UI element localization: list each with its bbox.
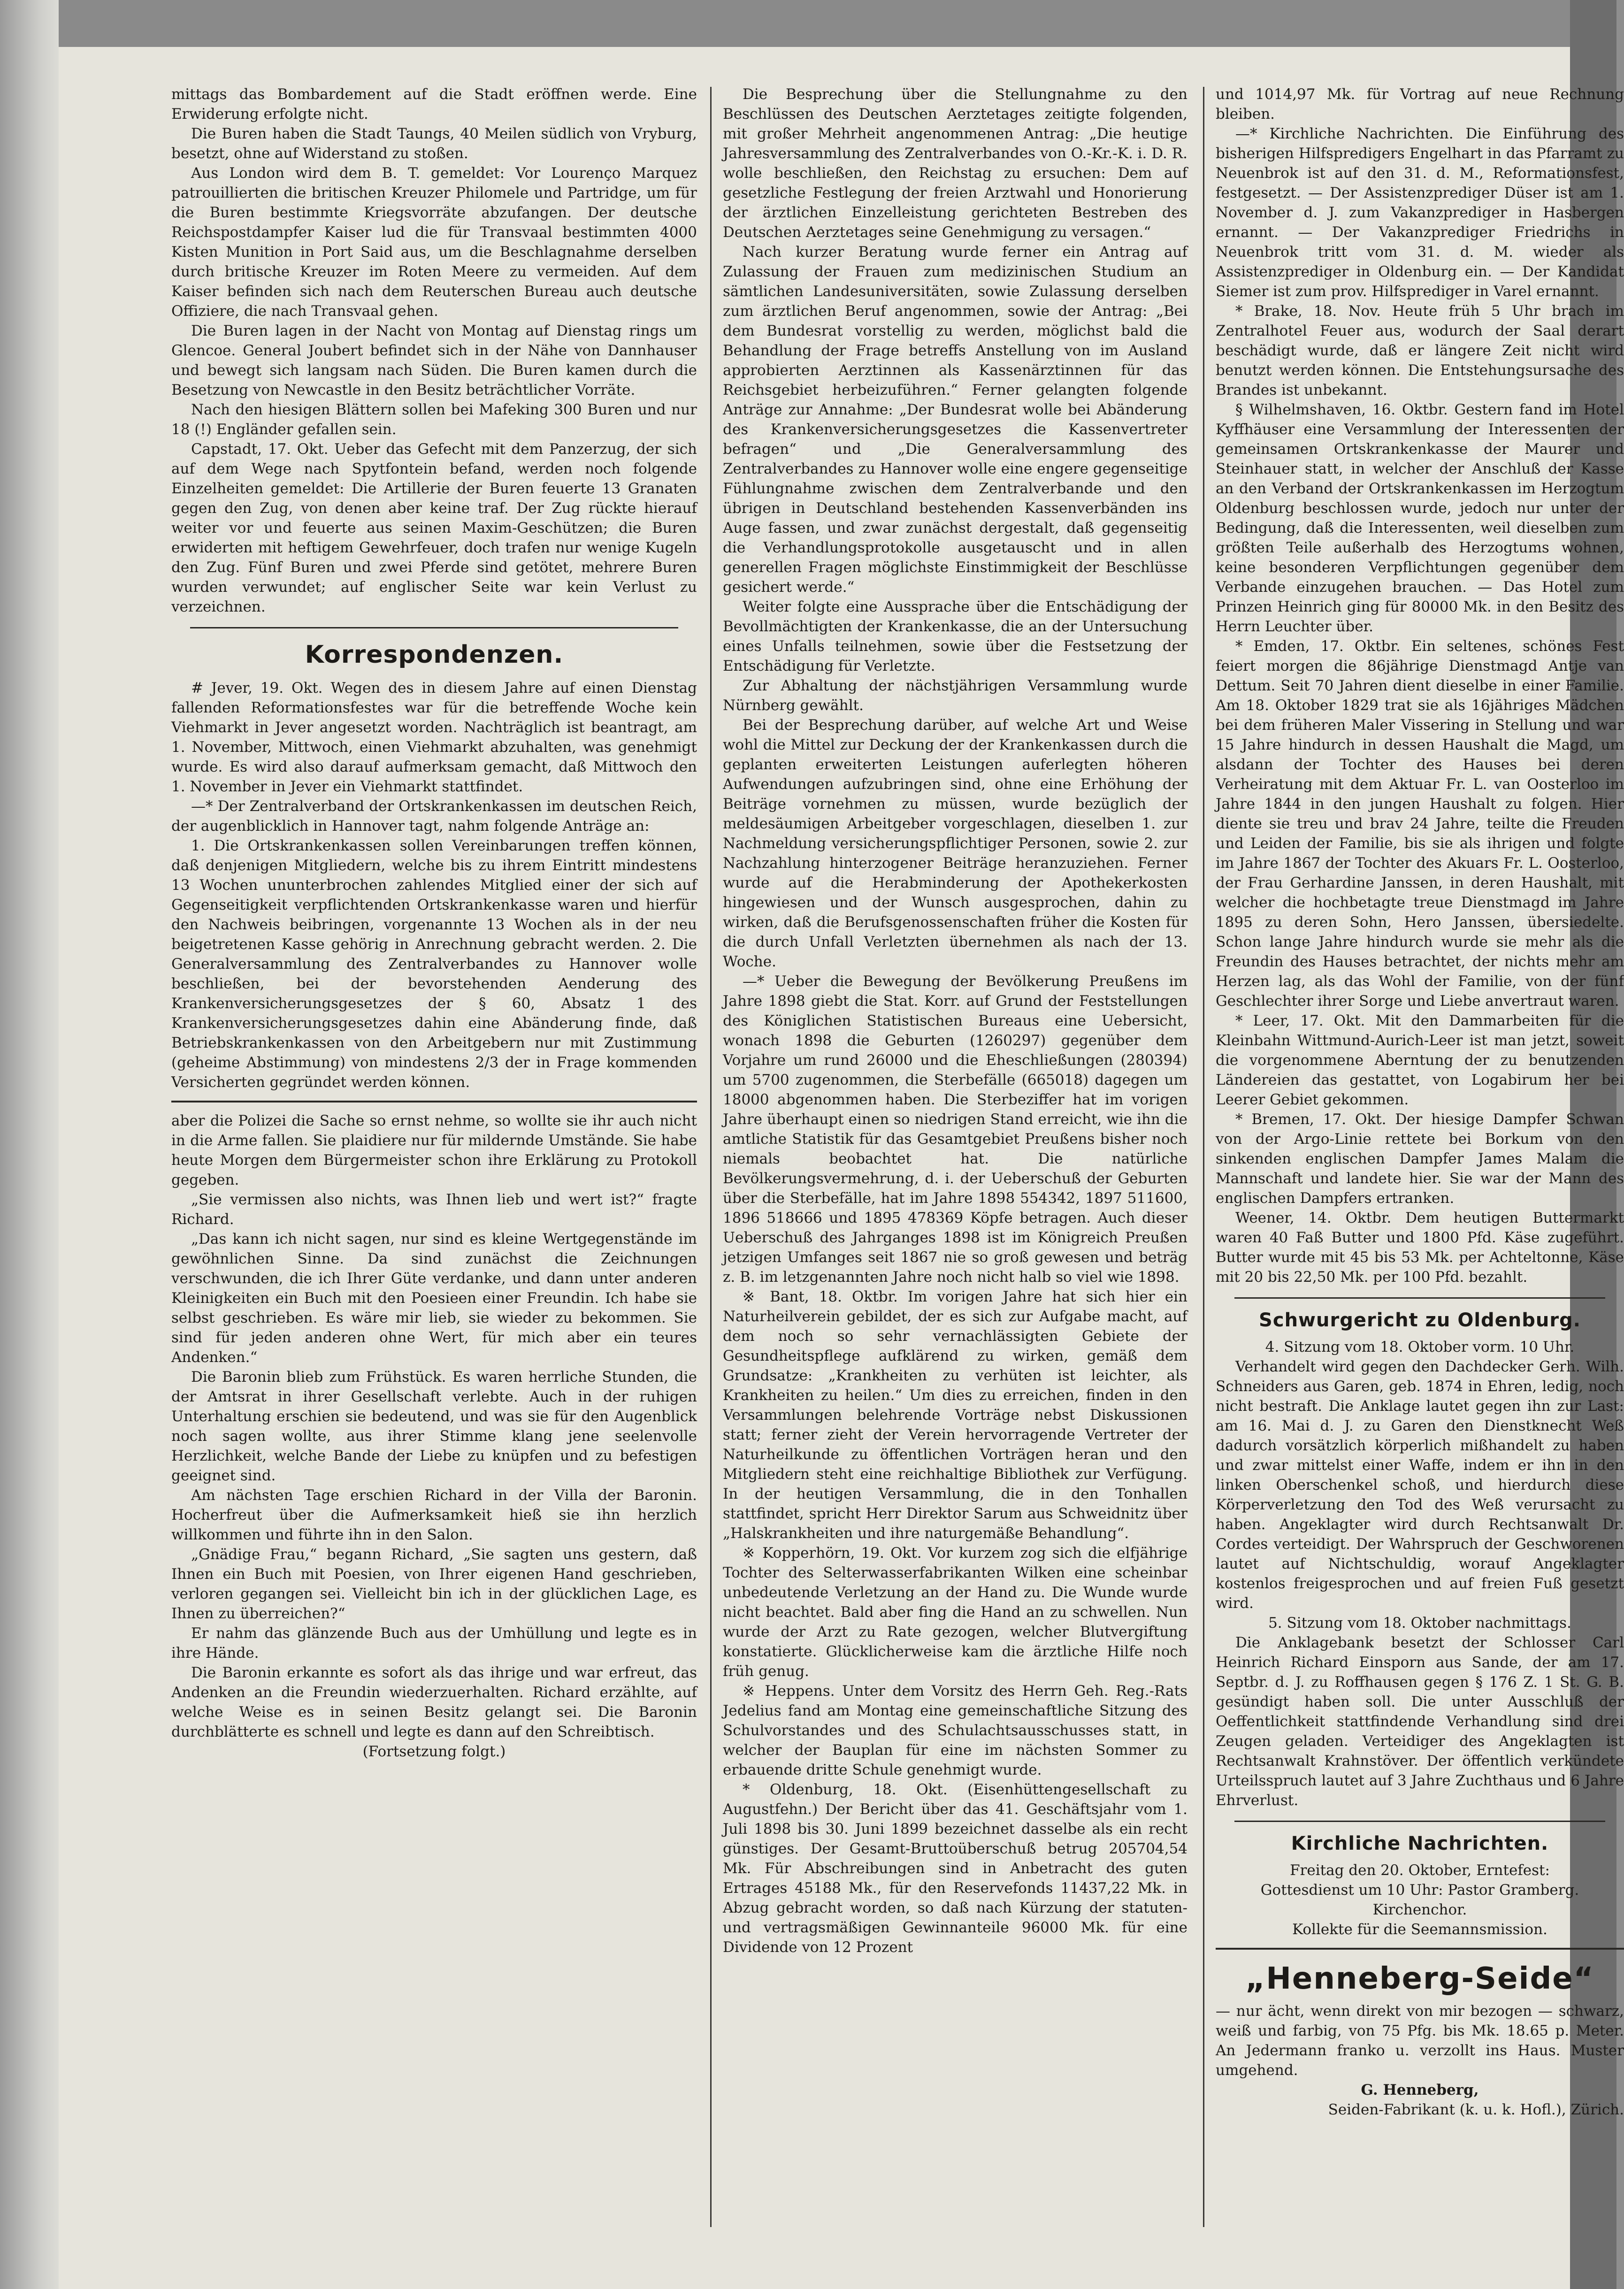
paragraph: Die Buren lagen in der Nacht von Montag auf Dienstag rings um Glencoe. General Joubert befindet sich in der Nähe von Dannhauser und bewegt sich langsam nach Süden. Die Buren kamen durch die Besetzung von Newcastle in den Besitz beträchtlicher Vorräte. [171,322,697,398]
paragraph: Kollekte für die Seemannsmission. [1292,1921,1547,1938]
local-news [1216,84,1624,1287]
paragraph: Die Buren haben die Stadt Taungs, 40 Meilen südlich von Vryburg, besetzt, ohne auf Widerstand zu stoßen. [171,125,697,162]
paragraph: # Jever, 19. Okt. Wegen des in diesem Jahre auf einen Dienstag fallenden Reformationsfestes war für die betreffende Woche kein Viehmarkt in Jever angesetzt worden. Nachträglich ist beantragt, am 1. November, Mittwoch, einen Viehmarkt abzuhalten, was genehmigt wurde. Es wird also darauf aufmerksam gemacht, daß Mittwoch den 1. November in Jever ein Viehmarkt stattfindet. [171,680,697,795]
paragraph: Weener, 14. Oktbr. Dem heutigen Buttermarkt waren 40 Faß Butter und 1800 Pfd. Käse zugeführt. Butter wurde mit 45 bis 53 Mk. per Achteltonne, Käse mit 20 bis 22,50 Mk. per 100 Pfd. bezahlt. [1216,1210,1624,1286]
paragraph: ※ Kopperhörn, 19. Okt. Vor kurzem zog sich die elfjährige Tochter des Selterwasserfabrikanten Wilken eine scheinbar unbedeutende Verletzung an der Hand zu. Die Wunde wurde nicht beachtet. Bald aber fing die Hand an zu schwellen. Nun wurde der Arzt zu Rate gezogen, welcher Blutvergiftung konstatierte. Glücklicherweise kam die ärztliche Hilfe noch früh genug. [723,1545,1187,1680]
paragraph: Nach den hiesigen Blättern sollen bei Mafeking 300 Buren und nur 18 (!) Engländer gefallen sein. [171,401,697,438]
paragraph: „Gnädige Frau,“ begann Richard, „Sie sagten uns gestern, daß Ihnen ein Buch mit Poesien, von Ihrer eigenen Hand geschrieben, verloren gegangen sei. Vielleicht bin ich in der glücklichen Lage, es Ihnen zu überreichen?“ [171,1546,697,1622]
section-rule [190,627,678,628]
advertisement [1216,1948,1624,2120]
paragraph: Gottesdienst um 10 Uhr: Pastor Gramberg. [1260,1882,1579,1899]
paragraph: „Das kann ich nicht sagen, nur sind es kleine Wertgegenstände im gewöhnlichen Sinne. Da sind zunächst die Zeichnungen verschwunden, die ich Ihrer Güte verdanke, und dann unter anderen Kleinigkeiten ein Buch mit den Poesieen einer Freundin. Ich habe sie selbst geschrieben. Es wäre mir lieb, sie wieder zu bekommen. Sie sind für jeden anderen ohne Wert, für mich aber ein teures Andenken.“ [171,1231,697,1366]
column-rule [1203,87,1204,2227]
paragraph: ※ Bant, 18. Oktbr. Im vorigen Jahre hat sich hier ein Naturheilverein gebildet, der es sich zur Aufgabe macht, auf dem noch so sehr vernachlässigten Gebiete der Gesundheitspflege aufklärend zu wirken, gemäß dem Grundsatze: „Krankheiten zu verhüten ist leichter, als Krankheiten zu heilen.“ Um dies zu erreichen, finden in den Versammlungen belehrende Vorträge nebst Diskussionen statt; ferner zieht der Verein hervorragende Vertreter der Naturheilkunde zu öffentlichen Vorträgen heran und den Mitgliedern steht eine reichhaltige Bibliothek zur Verfügung. In der heutigen Versammlung, die in den Tonhallen stattfindet, spricht Herr Direktor Sarum aus Schweidnitz über „Halskrankheiten und ihre naturgemäße Behandlung“. [723,1288,1187,1542]
column-2 [723,84,1187,2243]
paragraph: Die Anklagebank besetzt der Schlosser Carl Heinrich Richard Einsporn aus Sande, der am 17. Septbr. d. J. zu Roffhausen gegen § 176 Z. 1 St. G. B. gesündigt haben soll. Die unter Ausschluß der Oeffentlichkeit stattfindende Verhandlung sind drei Zeugen geladen. Verteidiger des Angeklagten ist Rechtsanwalt Krahnstöver. Der öffentlich verkündete Urteilsspruch lautet auf 3 Jahre Zuchthaus und 6 Jahre Ehrverlust. [1216,1634,1624,1809]
paragraph: —* Der Zentralverband der Ortskrankenkassen im deutschen Reich, der augenblicklich in Hannover tagt, nahm folgende Anträge an: [171,798,697,834]
paragraph: „Sie vermissen also nichts, was Ihnen lieb und wert ist?“ fragte Richard. [171,1191,697,1228]
section-heading-korrespondenzen: Korrespondenzen. [305,641,564,669]
paragraph: Verhandelt wird gegen den Dachdecker Gerh. Wilh. Schneiders aus Garen, geb. 1874 in Ehren, ledig, noch nicht bestraft. Die Anklage lautet gegen ihn zur Last: am 16. Mai d. J. zu Garen den Dienstknecht Weß dadurch vorsätzlich körperlich mißhandelt zu haben und zwar mittelst einer Waffe, indem er ihn in den linken Oberschenkel schoß, und hierdurch diese Körperverletzung den Tod des Weß verursacht zu haben. Angeklagter wird durch Rechtsanwalt Dr. Cordes verteidigt. Der Wahrspruch der Geschworenen lautet auf Nichtschuldig, worauf Angeklagter kostenlos freigesprochen und auf freien Fuß gesetzt wird. [1216,1358,1624,1612]
paragraph: Am nächsten Tage erschien Richard in der Villa der Baronin. Hocherfreut über die Aufmerksamkeit hieß sie ihn herzlich willkommen und führte ihn in den Salon. [171,1487,697,1543]
feuilleton-rule [171,1101,697,1102]
paragraph: 5. Sitzung vom 18. Oktober nachmittags. [1268,1615,1571,1631]
feuilleton [171,1111,697,1742]
paragraph: Die Baronin erkannte es sofort als das ihrige und war erfreut, das Andenken an die Freundin wiederzuerhalten. Richard erzählte, auf welche Weise es in seinen Besitz gelangt sei. Die Baronin durchblätterte es schnell und legte es dann auf den Schreibtisch. [171,1664,697,1740]
paragraph: § Wilhelmshaven, 16. Oktbr. Gestern fand im Hotel Kyffhäuser eine Versammlung der Interessenten der gemeinsamen Ortskrankenkasse der Maurer und Steinhauer statt, in welcher der Anschluß der Kasse an den Verband der Ortskrankenkassen im Herzogtum Oldenburg beschlossen wurde, jedoch nur unter der Bedingung, daß die Interessenten, weil dieselben zum größten Teile außerhalb des Herzogtums wohnen, keine besonderen Verpflichtungen gegenüber dem Verbande einzugehen brauchen. — Das Hotel zum Prinzen Heinrich ging für 80000 Mk. in den Besitz des Herrn Leuchter über. [1216,401,1624,635]
paragraph: Bei der Besprechung darüber, auf welche Art und Weise wohl die Mittel zur Deckung der der Krankenkassen durch die geplanten erweiterten Leistungen auferlegten höheren Aufwendungen aufzubringen sind, ohne eine Erhöhung der Beiträge vornehmen zu müssen, wurde bezüglich der meldesäumigen Arbeitgeber vorgeschlagen, dieselben 1. zur Nachmeldung versicherungspflichtiger Personen, sowie 2. zur Nachzahlung hinterzogener Beiträge heranzuziehen. Ferner wurde auf die Herabminderung der Apothekerkosten hingewiesen und der Wunsch ausgesprochen, dahin zu wirken, daß die Berufsgenossenschaften früher die Kosten für die durch Unfall Verletzten übernehmen als nach der 13. Woche. [723,717,1187,970]
paragraph: —* Ueber die Bewegung der Bevölkerung Preußens im Jahre 1898 giebt die Stat. Korr. auf Grund der Feststellungen des Königlichen Statistischen Bureaus eine Uebersicht, wonach 1898 die Geburten (1260297) gegenüber dem Vorjahre um rund 26000 und die Eheschließungen (280394) um 5700 zugenommen, die Sterbefälle (665018) dagegen um 18000 abgenommen haben. Die Sterbeziffer hat im vorigen Jahre überhaupt einen so niedrigen Stand erreicht, wie ihn die amtliche Statistik für das Gesamtgebiet Preußens bisher noch niemals beobachtet hat. Die natürliche Bevölkerungsvermehrung, d. i. der Ueberschuß der Geburten über die Sterbefälle, hat im Jahre 1898 554342, 1897 511600, 1896 518666 und 1895 478369 Köpfe betragen. Auch dieser Ueberschuß des Jahrganges 1898 ist im Königreich Preußen jetzigen Umfanges seit 1867 nie so groß gewesen und beträg z. B. im letzgenannten Jahre noch nicht halb so viel wie 1898. [723,973,1187,1286]
court-heading: Schwurgericht zu Oldenburg. [1259,1309,1581,1331]
column-1 [171,84,697,2243]
paragraph: mittags das Bombardement auf die Stadt eröffnen werde. Eine Erwiderung erfolgte nicht. [171,86,697,122]
fortsetzung-note: (Fortsetzung folgt.) [362,1743,506,1760]
paragraph: * Emden, 17. Oktbr. Ein seltenes, schönes Fest feiert morgen die 86jährige Dienstmagd Antje van Dettum. Seit 70 Jahren dient dieselbe in einer Familie. Am 18. Oktober 1829 trat sie als 16jähriges Mädchen bei dem früheren Maler Vissering in Stellung und war 15 Jahre hindurch in dessen Haushalt die Magd, um alsdann der Tochter des Hauses bei deren Verheiratung mit dem Aktuar Fr. L. van Oosterloo im Jahre 1844 in den jungen Haushalt zu folgen. Hier diente sie treu und brav 24 Jahre, teilte die Freuden und Leiden der Familie, bis sie als ihrigen und folgte im Jahre 1867 der Tochter des Akuars Fr. L. Oosterloo, der Frau Gerhardine Janssen, in deren Haushalt, mit welcher die hochbetagte treue Dienstmagd im Jahre 1895 zu deren Sohn, Hero Janssen, übersiedelte. Schon lange Jahre hindurch wurde sie mehr als die Freundin des Hauses betrachtet, der nichts mehr am Herzen lag, als das Wohl der Familie, von der fünf Geschlechter ihrer Sorge und Liebe anvertraut waren. [1216,638,1624,1010]
paragraph: —* Kirchliche Nachrichten. Die Einführung des bisherigen Hilfspredigers Engelhart in das Pfarramt zu Neuenbrok ist auf den 31. d. M., Reformationsfest, festgesetzt. — Der Assistenzprediger Düser ist am 1. November d. J. zum Vakanzprediger in Hasbergen ernannt. — Der Vakanzprediger Friedrichs in Neuenbrok tritt vom 31. d. M. wieder als Assistenzprediger in Oldenburg ein. — Der Kandidat Siemer ist zum prov. Hilfsprediger in Varel ernannt. [1216,125,1624,300]
paragraph: und 1014,97 Mk. für Vortrag auf neue Rechnung bleiben. [1216,86,1624,122]
paragraph: Er nahm das glänzende Buch aus der Umhüllung und legte es in ihre Hände. [171,1625,697,1661]
newspaper-page [59,47,1624,2289]
section-rule [1234,1297,1605,1299]
column-rule [710,87,712,2227]
ad-text: — nur ächt, wenn direkt von mir bezogen — schwarz, weiß und farbig, von 75 Pfg. bis Mk. 18.65 p. Meter. An Jedermann franko u. verzollt ins Haus. Muster umgehend. [1216,2003,1624,2079]
paragraph: Freitag den 20. Oktober, Erntefest: [1290,1862,1550,1879]
paragraph: * Leer, 17. Okt. Mit den Dammarbeiten für die Kleinbahn Wittmund-Aurich-Leer ist man jetzt, soweit die vorgenommene Aberntung der zu benutzenden Ländereien das gestattet, von Logabirum her bei Leerer Gebiet gekommen. [1216,1012,1624,1108]
court-report [1216,1337,1624,1810]
paragraph: * Bremen, 17. Okt. Der hiesige Dampfer Schwan von der Argo-Linie rettete bei Borkum von den sinkenden englischen Dampfer James Malam die Mannschaft und landete hier. Sie war der Mann des englischen Dampfers ertranken. [1216,1111,1624,1207]
paragraph: 1. Die Ortskrankenkassen sollen Vereinbarungen treffen können, daß denjenigen Mitgliedern, welche bis zu ihrem Eintritt mindestens 13 Wochen ununterbrochen zahlendes Mitglied einer der sich auf Gegenseitigkeit verpflichtenden Ortskrankenkasse waren und hierfür den Nachweis beibringen, vorgenannte 13 Wochen als in der neu beigetretenen Kasse gehörig in Anrechnung gebracht werden. 2. Die Generalversammlung des Zentralverbandes zu Hannover wolle beschließen, bei der bevorstehenden Aenderung des Krankenversicherungsgesetzes der § 60, Absatz 1 des Krankenversicherungsgesetzes dahin eine Abänderung finde, daß Betriebskrankenkassen von den Arbeitgebern nur mit Zustimmung (geheime Abstimmung) von mindestens 2/3 der in Frage kommenden Versicherten gegründet werden können. [171,837,697,1091]
paragraph: 4. Sitzung vom 18. Oktober vorm. 10 Uhr. [1265,1339,1575,1355]
paragraph: Weiter folgte eine Aussprache über die Entschädigung der Bevollmächtigten der Krankenkasse, die an der Untersuchung eines Unfalls teilnehmen, sowie über die Festsetzung der Entschädigung für Verletzte. [723,598,1187,674]
paragraph: Capstadt, 17. Okt. Ueber das Gefecht mit dem Panzerzug, der sich auf dem Wege nach Spytfontein befand, werden noch folgende Einzelheiten gemeldet: Die Artillerie der Buren feuerte 13 Granaten gegen den Zug, von denen aber keine traf. Der Zug rückte hierauf weiter vor und feuerte aus seinen Maxim-Geschützen; die Buren erwiderten mit heftigem Gewehrfeuer, doch trafen nur wenige Kugeln den Zug. Fünf Buren und zwei Pferde sind getötet, mehrere Buren wurden verwundet; auf englischer Seite war kein Verlust zu verzeichnen. [171,441,697,615]
paragraph: Die Baronin blieb zum Frühstück. Es waren herrliche Stunden, die der Amtsrat in ihrer Gesellschaft verlebte. Auch in der ruhigen Unterhaltung erschien sie bedeutend, und was sie für den Augenblick noch sagen wollte, aus ihrer Stimme klang jene seelenvolle Herzlichkeit, welche Bande der Liebe zu knüpfen und zu befestigen geeignet sind. [171,1369,697,1484]
church-notice [1216,1860,1624,1939]
ad-title: „Henneberg-Seide“ [1245,1961,1594,1996]
ad-company: Seiden-Fabrikant (k. u. k. Hofl.), Zürich. [1328,2101,1624,2118]
ad-signature: G. Henneberg, [1361,2082,1479,2098]
paragraph: Die Besprechung über die Stellungnahme zu den Beschlüssen des Deutschen Aerztetages zeitigte folgenden, mit großer Mehrheit angenommenen Antrag: „Die heutige Jahresversammlung des Zentralverbandes von O.-Kr.-K. i. D. R. wolle beschließen, den Reichstag zu ersuchen: Dem auf gesetzliche Festlegung der freien Arztwahl und Honorierung der ärztlichen Einzelleistung gerichteten Bestreben des Deutschen Aerztetages seine Genehmigung zu versagen.“ [723,86,1187,241]
war-news [171,84,697,617]
column-2-articles [723,84,1187,1957]
column-3 [1216,84,1624,2243]
section-rule [1234,1821,1605,1822]
church-heading: Kirchliche Nachrichten. [1291,1833,1549,1854]
paragraph: Nach kurzer Beratung wurde ferner ein Antrag auf Zulassung der Frauen zum medizinischen Studium an sämtlichen Landesuniversitäten, sowie Zulassung derselben zum ärztlichen Beruf angenommen, sowie der Antrag: „Bei dem Bundesrat vorstellig zu werden, möglichst bald die Behandlung der Frage betreffs Anstellung von im Ausland approbierten Aerztinnen als Kassenärztinnen für das Reichsgebiet herbeizuführen.“ Ferner gelangten folgende Anträge zur Annahme: „Der Bundesrat wolle bei Abänderung des Krankenversicherungsgesetzes die Kassenvertreter befragen“ und „Die Generalversammlung des Zentralverbandes zu Hannover wolle eine engere gegenseitige Fühlungnahme zwischen dem Zentralverbande und den übrigen in Deutschland bestehenden Kassenverbänden ins Auge fassen, und zwar zunächst dergestalt, daß gegenseitig die Verhandlungsprotokolle ausgetauscht und in allen generellen Fragen möglichste Einstimmigkeit der Beschlüsse gesichert werde.“ [723,244,1187,596]
paragraph: aber die Polizei die Sache so ernst nehme, so wollte sie ihr auch nicht in die Arme fallen. Sie plaidiere nur für mildernde Umstände. Sie habe heute Morgen dem Bürgermeister schon ihre Erklärung zu Protokoll gegeben. [171,1112,697,1188]
paragraph: * Brake, 18. Nov. Heute früh 5 Uhr brach im Zentralhotel Feuer aus, wodurch der Saal derart beschädigt wurde, daß er längere Zeit nicht wird benutzt werden können. Die Entstehungsursache des Brandes ist unbekannt. [1216,303,1624,398]
paragraph: Kirchenchor. [1372,1901,1467,1918]
paragraph: Aus London wird dem B. T. gemeldet: Vor Lourenço Marquez patrouillierten die britischen Kreuzer Philomele und Partridge, um für die Buren bestimmte Kriegsvorräte abzufangen. Der deutsche Reichspostdampfer Kaiser lud die für Transvaal bestimmten 4000 Kisten Munition in Port Said aus, um die Beschlagnahme derselben durch britische Kreuzer im Roten Meere zu vermeiden. Auf dem Kaiser befinden sich nach dem Reuterschen Bureau auch deutsche Offiziere, die nach Transvaal gehen. [171,165,697,320]
correspondence [171,678,697,1092]
paragraph: * Oldenburg, 18. Okt. (Eisenhüttengesellschaft zu Augustfehn.) Der Bericht über das 41. Geschäftsjahr vom 1. Juli 1898 bis 30. Juni 1899 bezeichnet dasselbe als ein recht günstiges. Der Gesamt-Bruttoüberschuß betrug 205704,54 Mk. Für Abschreibungen sind in Anbetracht des guten Ertrages 45188 Mk., für den Reservefonds 11437,22 Mk. in Abzug gebracht worden, so daß nach Kürzung der statuten- und vertragsmäßigen Gewinnanteile 96000 Mk. für eine Dividende von 12 Prozent [723,1781,1187,1956]
book-spine [0,0,59,2289]
paragraph: Zur Abhaltung der nächstjährigen Versammlung wurde Nürnberg gewählt. [723,677,1187,714]
paragraph: ※ Heppens. Unter dem Vorsitz des Herrn Geh. Reg.-Rats Jedelius fand am Montag eine gemeinschaftliche Sitzung des Schulvorstandes und des Schulachtsausschusses statt, in welcher der Bauplan für eine im nächsten Sommer zu erbauende dritte Schule genehmigt wurde. [723,1683,1187,1778]
